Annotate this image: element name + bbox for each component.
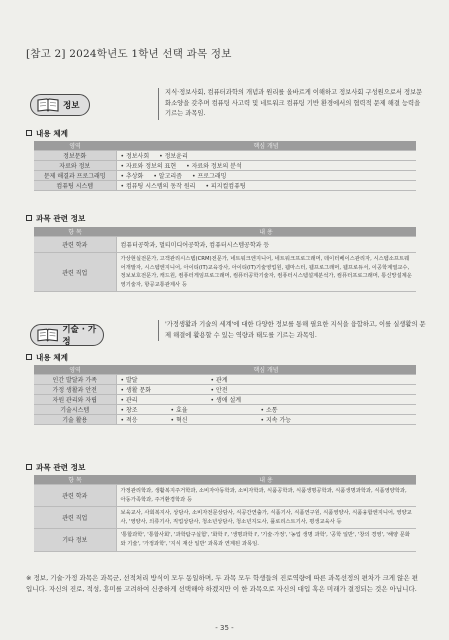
info-badge-label: 정보 [63,101,80,111]
info-related-table [34,227,416,292]
table-row: 관련 학과 가정관리학과, 생활복지주거학과, 소비자아동학과, 소비자학과, 식품공학과, 식품생명공학과, 식품생명과학과, 식품영양학과, 아동가족학과, 주거환경학과 등 [34,485,416,507]
footnote: ※ 정보, 기술·가정 과목은 과목군, 선적처리 방식이 모두 동일하며, 두 과목 모두 학생들의 진로역량에 따른 과목선정의 편차가 크게 않은 편입니다. 자신의 진로, 적성, 흥미를 고려하여 신중하게 선택해야 하겠지만 이 한 과목으로 자신의 대입 혹은 미래가 결정되는 것은 아닙니다. [26,574,419,593]
tech-content-table [34,365,416,425]
table-row: 자원 관리와 자립 • 관리 • 생애 설계 [34,395,416,405]
table-row: 컴퓨팅 시스템 • 컴퓨팅 시스템의 동작 원리 • 피지컬컴퓨팅 [34,181,416,191]
tech-badge-label: 기술 · 가정 [62,325,97,347]
table-header: 영역 [34,365,116,375]
table-row: 인간 발달과 가족 • 발달 • 관계 [34,375,416,385]
table-row: 자료와 정보 • 자료와 정보의 표현 • 자료와 정보의 분석 [34,161,416,171]
table-row: 기술 활용 • 적응 • 혁신 • 지속 가능 [34,415,416,425]
table-row: 관련 직업 보육교사, 사회복지사, 상담사, 소비자전문상담사, 식공간연출가, 식품기사, 식품연구원, 식품영양사, 식품융합엔지니어, 영양교사, '영양사, 의류기사, 직업상담사, 청소년상담사, 청소년지도사, 플로리스트기사, 평생교육사 등 [34,507,416,529]
table-header: 내 용 [116,227,416,237]
tech-subject-block [30,318,426,348]
book-icon [37,328,58,342]
info-description: 지식·정보사회, 컴퓨터과학의 개념과 원리를 올바르게 이해하고 정보사회 구성원으로서 정보문화소양을 갖추며 컴퓨팅 사고력 및 네트워크 컴퓨팅 기반 환경에서의 협력적 문제 해결 능력을 기르는 과목임. [158,88,426,120]
book-icon [37,98,59,112]
page-title: [참고 2] 2024학년도 1학년 선택 과목 정보 [26,48,232,60]
table-header: 내 용 [116,475,416,485]
info-badge [30,94,90,116]
table-row: 관련 학과 컴퓨터공학과, 멀티미디어공학과, 컴퓨터시스템공학과 등 [34,237,416,253]
table-row: 기술시스템 • 창조 • 효율 • 소통 [34,405,416,415]
tech-content-section-title: 내용 체계 [26,352,68,363]
table-header: 영역 [34,141,116,151]
info-content-table [34,141,416,191]
table-row: 문제 해결과 프로그래밍 • 추상화 • 알고리즘 • 프로그래밍 [34,171,416,181]
table-header: 핵심 개념 [116,365,416,375]
table-header: 핵심 개념 [116,141,416,151]
table-row: 가정 생활과 안전 • 생활 문화 • 안전 [34,385,416,395]
page-number: - 35 - [215,624,234,632]
table-row: 정보문화 • 정보사회 • 정보윤리 [34,151,416,161]
tech-badge [30,324,104,346]
info-related-section-title: 과목 관련 정보 [26,213,85,224]
table-row: 기타 정보 '통합과학', '통합사회', '과학탐구실험', '화학 I', '생명과학 I', '기술·가정', '농업 생명 과학', '공학 일반', '창의 경영', '해양 문화와 기술', '가정과학', '지식 재산 일반' 과목과 연계된 과목임. [34,529,416,551]
tech-description: '가정생활과 기술의 세계'에 대한 다양한 정보를 통해 필요한 지식을 융합하고, 이를 실생활의 문제 해결에 활용할 수 있는 역량과 태도를 기르는 과목임. [158,320,426,341]
info-subject-block [30,88,422,122]
tech-related-table [34,475,416,552]
table-row: 관련 직업 가상현실전문가, 고객관리시스템(CRM)전문가, 네트워크엔지니어, 네트워크프로그래머, 데이터베이스관리자, 시스템소프트웨어개발자, 시스템엔지니어, 아이티(IT)교육강사, 아이티(IT)기술영업원, 웹마스터, 웹프로그래머, 웹프로듀서, 이공학계열교수, 정보보호전문가, 캐드원, 컴퓨터게임프로그래머, 컴퓨터공학기술자, 컴퓨터시스템설계분석가, 컴퓨터프로그래머, 통신망설계운영기술자, 항공교통관제사 등 [34,253,416,292]
table-header: 항 목 [34,227,116,237]
table-header: 항 목 [34,475,116,485]
info-content-section-title: 내용 체계 [26,128,68,139]
tech-related-section-title: 과목 관련 정보 [26,462,85,473]
